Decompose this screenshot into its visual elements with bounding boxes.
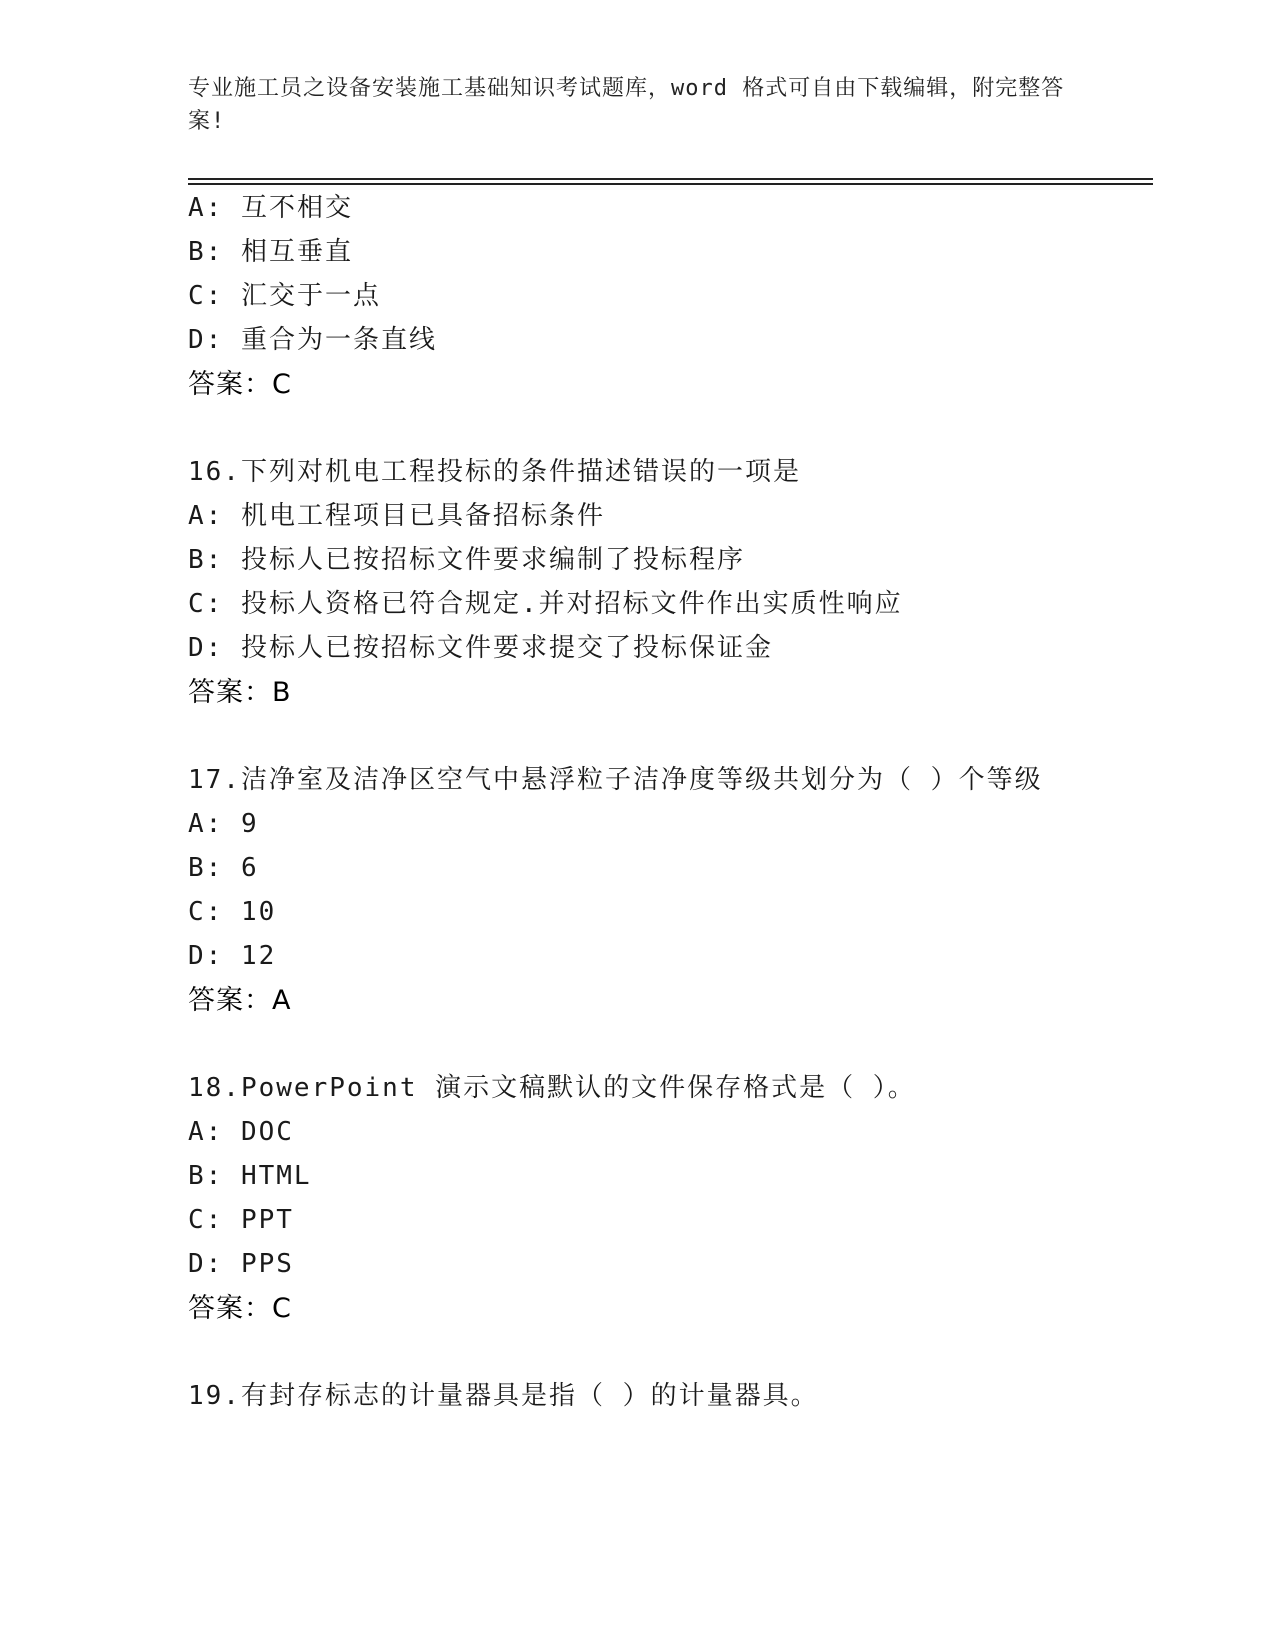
q16-option-d: D: 投标人已按招标文件要求提交了投标保证金 (188, 633, 773, 663)
q19-stem: 19.有封存标志的计量器具是指（ ）的计量器具。 (188, 1381, 819, 1411)
q18-option-d: D: PPS (188, 1249, 294, 1279)
header-rule-bottom (188, 183, 1153, 185)
q18-answer: 答案：C (188, 1293, 292, 1324)
q17-option-b: B: 6 (188, 853, 259, 883)
q18-option-c: C: PPT (188, 1205, 294, 1235)
q17-answer: 答案：A (188, 985, 292, 1016)
q17-option-d: D: 12 (188, 941, 277, 971)
q17-option-a: A: 9 (188, 809, 259, 839)
q18-stem: 18.PowerPoint 演示文稿默认的文件保存格式是（ ）。 (188, 1073, 916, 1103)
q16-option-b: B: 投标人已按招标文件要求编制了投标程序 (188, 545, 745, 575)
q15-option-a: A: 互不相交 (188, 193, 353, 223)
q17-stem: 17.洁净室及洁净区空气中悬浮粒子洁净度等级共划分为（ ）个等级 (188, 765, 1043, 795)
q16-option-c: C: 投标人资格已符合规定.并对招标文件作出实质性响应 (188, 589, 903, 619)
q16-option-a: A: 机电工程项目已具备招标条件 (188, 501, 605, 531)
q18-option-a: A: DOC (188, 1117, 294, 1147)
q17-option-c: C: 10 (188, 897, 277, 927)
q16-answer: 答案：B (188, 677, 292, 708)
header-rule-top (188, 178, 1153, 180)
q18-option-b: B: HTML (188, 1161, 312, 1191)
q16-stem: 16.下列对机电工程投标的条件描述错误的一项是 (188, 457, 801, 487)
q15-option-c: C: 汇交于一点 (188, 281, 381, 311)
q15-answer: 答案：C (188, 369, 292, 400)
q15-option-b: B: 相互垂直 (188, 237, 353, 267)
document-header: 专业施工员之设备安装施工基础知识考试题库，word 格式可自由下载编辑，附完整答案! (188, 76, 1065, 134)
q15-option-d: D: 重合为一条直线 (188, 325, 437, 355)
